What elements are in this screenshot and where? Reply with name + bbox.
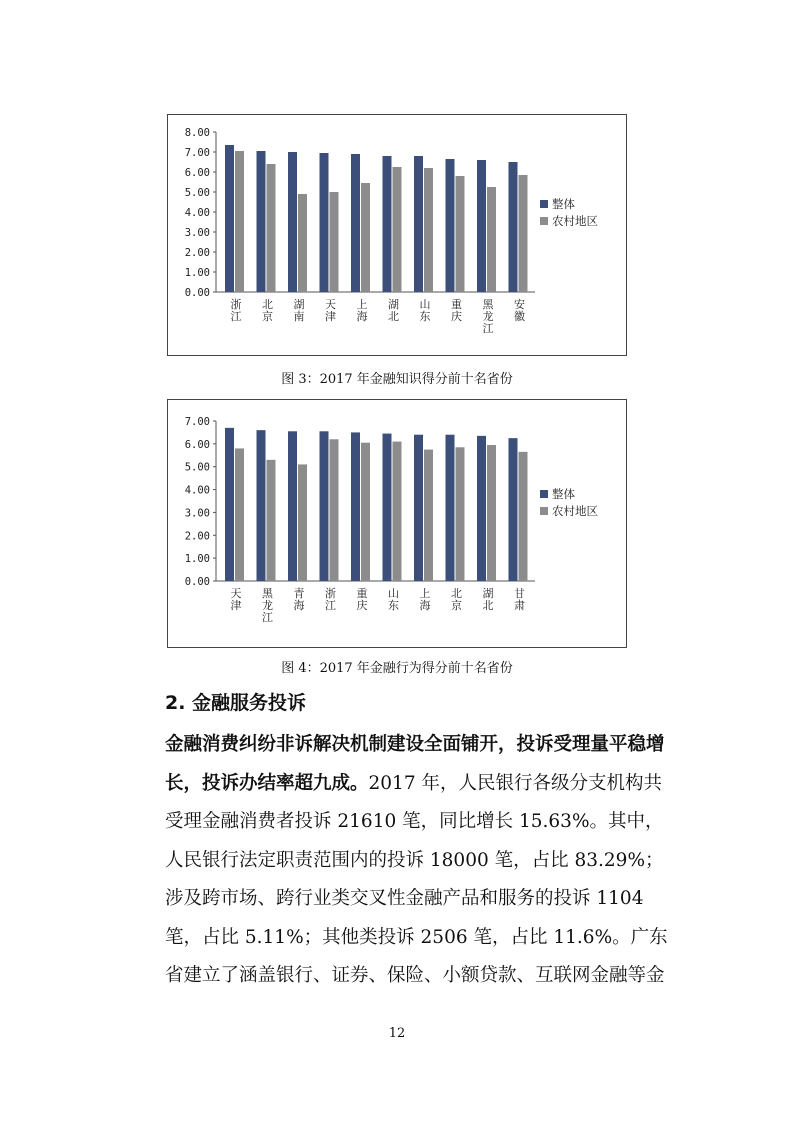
bar-overall [383, 156, 392, 292]
legend-swatch [540, 200, 548, 208]
x-category-label-char: 南 [293, 310, 305, 323]
x-category-label-char: 北 [388, 310, 399, 323]
bar-rural [361, 183, 370, 292]
bar-overall [477, 160, 486, 292]
bar-overall [351, 432, 360, 581]
bar-rural [519, 452, 528, 581]
bar-rural [487, 187, 496, 292]
y-tick-label: 4.00 [184, 207, 210, 219]
x-category-label: 重 [451, 298, 462, 311]
x-category-label: 上 [356, 298, 368, 311]
x-category-label-char: 京 [451, 599, 462, 612]
bar-overall [225, 145, 234, 292]
y-tick-label: 1.00 [184, 553, 210, 566]
page-number: 12 [388, 1026, 406, 1041]
bar-rural [393, 167, 402, 292]
bar-rural [393, 442, 402, 581]
x-category-label-char: 龙 [482, 310, 494, 323]
x-category-label-char: 江 [230, 310, 242, 323]
x-category-label: 黑 [482, 298, 494, 311]
y-tick-label: 1.00 [184, 267, 210, 279]
section-heading: 2. 金融服务投诉 [165, 692, 307, 714]
bar-rural [456, 176, 465, 292]
x-category-label-char: 庆 [451, 310, 462, 323]
bar-rural [235, 151, 244, 292]
x-category-label: 天 [230, 587, 242, 600]
paragraph-lead: 金融消费纠纷非诉解决机制建设全面铺开，投诉受理量平稳增长，投诉办结率超九成。 [165, 734, 665, 794]
x-category-label-char: 东 [388, 599, 399, 612]
chart-figure-3 [167, 114, 627, 356]
y-tick-label: 4.00 [184, 484, 210, 497]
x-category-label: 山 [388, 587, 399, 600]
y-tick-label: 8.00 [184, 127, 210, 139]
y-tick-label: 2.00 [184, 247, 210, 259]
x-category-label-char: 京 [262, 310, 273, 323]
legend-swatch [540, 507, 548, 515]
figure-3-caption: 图 3：2017 年金融知识得分前十名省份 [281, 372, 513, 387]
x-category-label-char: 江 [325, 599, 336, 612]
y-tick-label: 7.00 [184, 147, 210, 159]
x-category-label: 山 [419, 298, 431, 311]
x-category-label-char: 龙 [262, 599, 273, 612]
x-category-label: 重 [356, 587, 368, 600]
bar-rural [235, 448, 244, 581]
bar-rural [298, 464, 307, 581]
x-category-label-char: 江 [482, 322, 494, 335]
y-tick-label: 7.00 [184, 416, 210, 428]
legend-label: 农村地区 [552, 214, 598, 228]
y-tick-label: 0.00 [184, 287, 210, 299]
bar-rural [487, 445, 496, 581]
bar-overall [477, 436, 486, 581]
legend-label: 农村地区 [552, 504, 598, 518]
chart-figure-3-svg [168, 115, 626, 355]
x-category-label-char: 东 [419, 310, 431, 323]
x-category-label: 青 [293, 587, 305, 600]
body-paragraph [165, 726, 673, 996]
bar-rural [424, 168, 433, 292]
bar-overall [257, 151, 266, 292]
legend-swatch [540, 217, 548, 225]
x-category-label: 安 [514, 298, 525, 311]
bar-rural [330, 192, 339, 292]
y-tick-label: 6.00 [184, 167, 210, 179]
y-tick-label: 5.00 [184, 461, 210, 474]
bar-overall [351, 154, 360, 292]
y-tick-label: 3.00 [184, 227, 210, 239]
figure-4-caption: 图 4：2017 年金融行为得分前十名省份 [281, 661, 513, 676]
x-category-label: 湖 [388, 298, 399, 311]
x-category-label-char: 津 [325, 310, 336, 323]
x-category-label: 浙 [325, 587, 336, 600]
y-tick-label: 0.00 [184, 576, 210, 588]
x-category-label-char: 海 [356, 310, 368, 323]
bar-rural [267, 164, 276, 292]
bar-overall [446, 435, 455, 581]
bar-overall [257, 430, 266, 581]
x-category-label: 北 [451, 587, 462, 600]
y-tick-label: 2.00 [184, 530, 210, 543]
paragraph-body: 2017 年，人民银行各级分支机构共受理金融消费者投诉 21610 笔，同比增长 15.63%。其中，人民银行法定职责范围内的投诉 18000 笔，占比 83.29%；涉及跨市场、跨行业类交叉性金融产品和服务的投诉 1104 笔，占比 5.11%；其他类投诉 2506 笔，占比 11.6%。广东省建立了涵盖银行、证券、保险、小额贷款、互联网金融等金 [165, 772, 668, 986]
x-category-label-char: 津 [230, 599, 242, 612]
x-category-label: 黑 [262, 587, 273, 600]
bar-overall [225, 428, 234, 581]
x-category-label: 湖 [482, 587, 494, 600]
x-category-label: 北 [262, 298, 273, 311]
x-category-label: 湖 [293, 298, 305, 311]
bar-rural [330, 439, 339, 581]
bar-rural [456, 447, 465, 581]
bar-overall [383, 434, 392, 581]
bar-rural [298, 194, 307, 292]
bar-rural [519, 175, 528, 292]
bar-rural [267, 460, 276, 581]
x-category-label-char: 肃 [514, 599, 525, 612]
bar-overall [414, 435, 423, 581]
x-category-label-char: 海 [419, 599, 431, 612]
legend-swatch [540, 490, 548, 498]
bar-overall [320, 431, 329, 581]
y-tick-label: 3.00 [184, 507, 210, 520]
y-tick-label: 5.00 [184, 187, 210, 199]
bar-overall [509, 162, 518, 292]
bar-overall [288, 152, 297, 292]
x-category-label-char: 北 [482, 599, 494, 612]
x-category-label-char: 海 [293, 599, 305, 612]
x-category-label-char: 庆 [356, 599, 368, 612]
legend-label: 整体 [552, 487, 575, 501]
x-category-label: 天 [325, 298, 336, 311]
y-tick-label: 6.00 [184, 438, 210, 451]
x-category-label: 浙 [230, 298, 242, 311]
x-category-label-char: 江 [262, 611, 273, 624]
bar-overall [414, 156, 423, 292]
chart-figure-4 [167, 399, 627, 648]
bar-rural [361, 443, 370, 581]
legend-label: 整体 [552, 197, 575, 211]
chart-figure-4-svg [168, 400, 626, 647]
bar-overall [446, 159, 455, 292]
bar-overall [288, 431, 297, 581]
bar-overall [320, 153, 329, 292]
x-category-label: 上 [419, 587, 431, 600]
bar-rural [424, 450, 433, 581]
x-category-label-char: 徽 [514, 310, 525, 323]
bar-overall [509, 438, 518, 581]
x-category-label: 甘 [514, 587, 525, 600]
